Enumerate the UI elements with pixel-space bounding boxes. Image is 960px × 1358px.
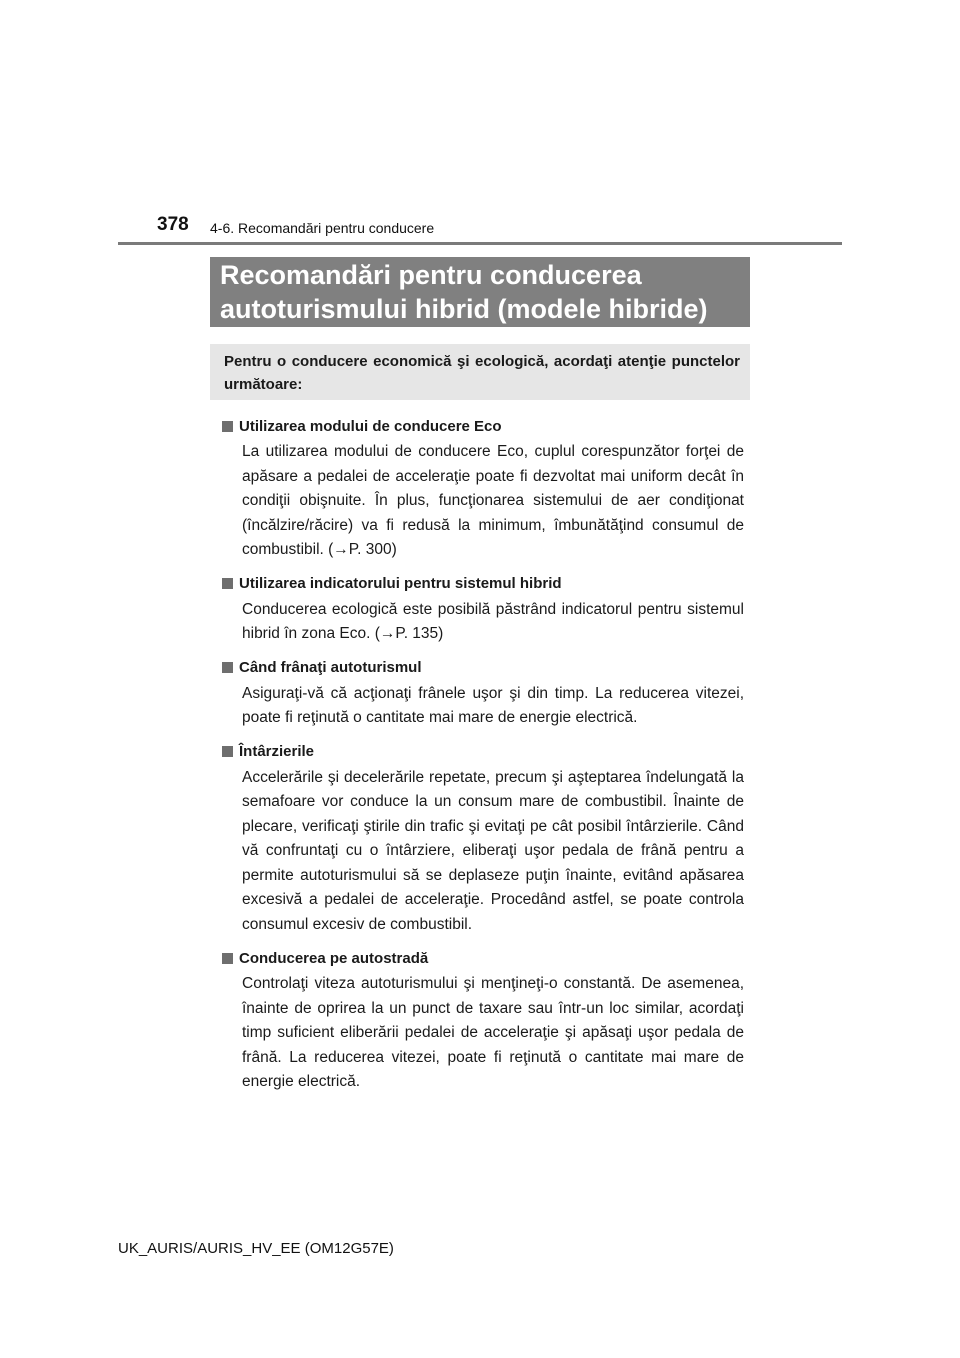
section-label: 4-6. Recomandări pentru conducere — [210, 220, 435, 236]
list-item — [222, 414, 744, 563]
square-bullet-icon — [222, 953, 233, 964]
intro-text: Pentru o conducere economică şi ecologică, acordaţi atenţie punctelor următoare: — [224, 353, 740, 393]
footer-model-code: UK_AURIS/AURIS_HV_EE (OM12G57E) — [118, 1240, 394, 1257]
list-item — [222, 740, 744, 938]
intro-box — [210, 344, 750, 400]
square-bullet-icon — [222, 746, 233, 757]
square-bullet-icon — [222, 421, 233, 432]
item-heading-text: Utilizarea modului de conducere Eco — [239, 417, 502, 435]
list-item — [222, 656, 744, 731]
item-heading-text: Când frânaţi autoturismul — [239, 659, 422, 676]
item-heading — [222, 656, 744, 680]
header-divider — [118, 242, 842, 245]
item-body: La utilizarea modului de conducere Eco, cuplul corespunzător forţei de apăsare a pedalei de acceleraţie poate fi dezvoltat mai uniform decât în condiţii obişnuite. În plus, funcţionarea sistemului de aer condiţionat (încălzire/răcire) va fi redusă la minimum, îmbunătăţind consumul de combustibil. (→P. 300) — [242, 443, 744, 558]
page-number: 378 — [157, 214, 189, 235]
item-heading-text: Conducerea pe autostradă — [239, 949, 429, 967]
page-title — [210, 257, 750, 327]
item-body: Conducerea ecologică este posibilă păstrând indicatorul pentru sistemul hibrid în zona Eco. (→P. 135) — [242, 600, 744, 642]
item-heading — [222, 946, 744, 970]
item-heading — [222, 572, 744, 596]
item-heading-text: Utilizarea indicatorului pentru sistemul hibrid — [239, 575, 562, 592]
list-item — [222, 572, 744, 647]
item-heading — [222, 414, 744, 438]
item-heading — [222, 740, 744, 764]
item-body: Asiguraţi-vă că acţionaţi frânele uşor şi din timp. La reducerea vitezei, poate fi reţinută o cantitate mai mare de energie electrică. — [242, 684, 744, 726]
page-title-line-2: autoturismului hibrid (modele hibride) — [220, 294, 708, 324]
square-bullet-icon — [222, 578, 233, 589]
page-title-line-1: Recomandări pentru conducerea — [220, 260, 642, 290]
item-body: Controlaţi viteza autoturismului şi menţineţi-o constantă. De asemenea, înainte de oprirea la un punct de taxare sau într-un loc similar, acordaţi timp suficient eliberării pedalei de acceleraţie şi apăsaţi uşor pedala de frână. La reducerea vitezei, poate fi reţinută o cantitate mai mare de energie electrică. — [242, 975, 744, 1090]
list-item — [222, 946, 744, 1095]
tips-list — [222, 414, 744, 1104]
item-heading-text: Întârzierile — [239, 743, 315, 760]
item-body: Accelerările şi decelerările repetate, precum şi aşteptarea îndelungată la semafoare vor conduce la un consum mare de combustibil. Înainte de plecare, verificaţi ştirile din trafic şi evitaţi pe cât posibil întârzierile. Când vă confruntaţi cu o întârziere, eliberaţi uşor pedala de frână pentru a permite autoturismului să se deplaseze puţin înainte, evitând apăsarea excesivă a pedalei de acceleraţie. Procedând astfel, se poate controla consumul excesiv de combustibil. — [242, 768, 744, 933]
square-bullet-icon — [222, 662, 233, 673]
